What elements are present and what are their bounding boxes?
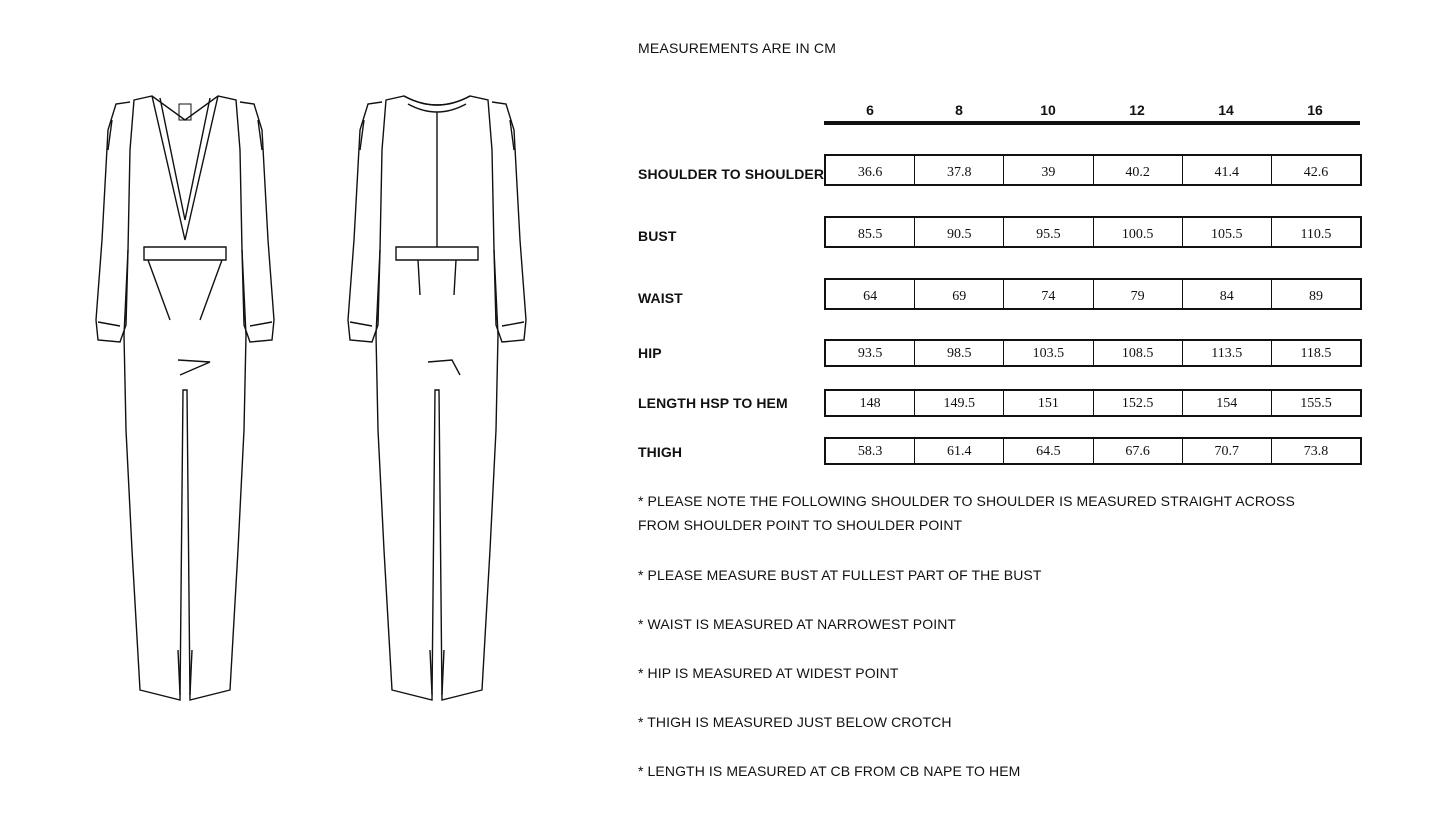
size-header-8: 8: [955, 102, 963, 118]
size-header-10: 10: [1040, 102, 1056, 118]
table-cell: 73.8: [1303, 444, 1329, 459]
table-cell: 40.2: [1094, 156, 1183, 184]
units-note: MEASUREMENTS ARE IN CM: [638, 40, 837, 56]
table-cell: 93.5: [826, 341, 915, 365]
table-cell: 79: [1094, 280, 1183, 308]
table-cell: 148: [826, 391, 915, 415]
table-cell: 64: [826, 280, 915, 308]
header-rule: [824, 121, 1360, 125]
table-cell: 105.5: [1183, 218, 1272, 246]
table-cell: 90.5: [915, 218, 1004, 246]
table-row: [824, 216, 1362, 248]
table-cell: 61.4: [915, 439, 1004, 463]
table-cell: 89: [1308, 289, 1323, 304]
table-row: [824, 339, 1362, 367]
table-cell: 37.8: [915, 156, 1004, 184]
row-label-shoulder: SHOULDER TO SHOULDER: [638, 166, 825, 182]
table-cell: 41.4: [1183, 156, 1272, 184]
table-cell: 95.5: [1004, 218, 1093, 246]
table-cell: 152.5: [1094, 391, 1183, 415]
note-length: * LENGTH IS MEASURED AT CB FROM CB NAPE TO HEM: [638, 763, 1021, 779]
size-header-14: 14: [1218, 102, 1234, 118]
table-cell: 58.3: [826, 439, 915, 463]
table-cell: 42.6: [1303, 165, 1329, 180]
note-thigh: * THIGH IS MEASURED JUST BELOW CROTCH: [638, 714, 952, 730]
table-cell: 154: [1183, 391, 1272, 415]
note-bust: * PLEASE MEASURE BUST AT FULLEST PART OF THE BUST: [638, 567, 1042, 583]
table-cell: 84: [1183, 280, 1272, 308]
size-header-16: 16: [1307, 102, 1323, 118]
table-row: [824, 437, 1362, 465]
table-cell: 64.5: [1004, 439, 1093, 463]
table-cell: 39: [1004, 156, 1093, 184]
table-cell: 149.5: [915, 391, 1004, 415]
size-header-12: 12: [1129, 102, 1145, 118]
table-cell: 36.6: [826, 156, 915, 184]
table-cell: 85.5: [826, 218, 915, 246]
table-cell: 103.5: [1004, 341, 1093, 365]
note-waist: * WAIST IS MEASURED AT NARROWEST POINT: [638, 616, 957, 632]
row-label-hip: HIP: [638, 345, 662, 361]
note-hip: * HIP IS MEASURED AT WIDEST POINT: [638, 665, 899, 681]
table-cell: 155.5: [1300, 396, 1332, 411]
row-label-bust: BUST: [638, 228, 677, 244]
table-cell: 108.5: [1094, 341, 1183, 365]
note-shoulder: * PLEASE NOTE THE FOLLOWING SHOULDER TO SHOULDER IS MEASURED STRAIGHT ACROSS FROM SHOULDER POINT TO SHOULDER POINT: [638, 493, 1295, 533]
jumpsuit-front-sketch: [90, 90, 280, 710]
table-cell: 118.5: [1300, 346, 1332, 361]
table-cell: 70.7: [1183, 439, 1272, 463]
table-row: [824, 154, 1362, 186]
size-header-6: 6: [866, 102, 874, 118]
row-label-length: LENGTH HSP TO HEM: [638, 395, 788, 411]
table-row: [824, 389, 1362, 417]
row-label-waist: WAIST: [638, 290, 683, 306]
table-cell: 67.6: [1094, 439, 1183, 463]
row-label-thigh: THIGH: [638, 444, 683, 460]
table-cell: 98.5: [915, 341, 1004, 365]
table-cell: 151: [1004, 391, 1093, 415]
table-cell: 113.5: [1183, 341, 1272, 365]
jumpsuit-back-sketch: [342, 90, 532, 710]
table-cell: 110.5: [1300, 227, 1332, 242]
table-cell: 100.5: [1094, 218, 1183, 246]
table-row: [824, 278, 1362, 310]
table-cell: 69: [915, 280, 1004, 308]
table-cell: 74: [1004, 280, 1093, 308]
